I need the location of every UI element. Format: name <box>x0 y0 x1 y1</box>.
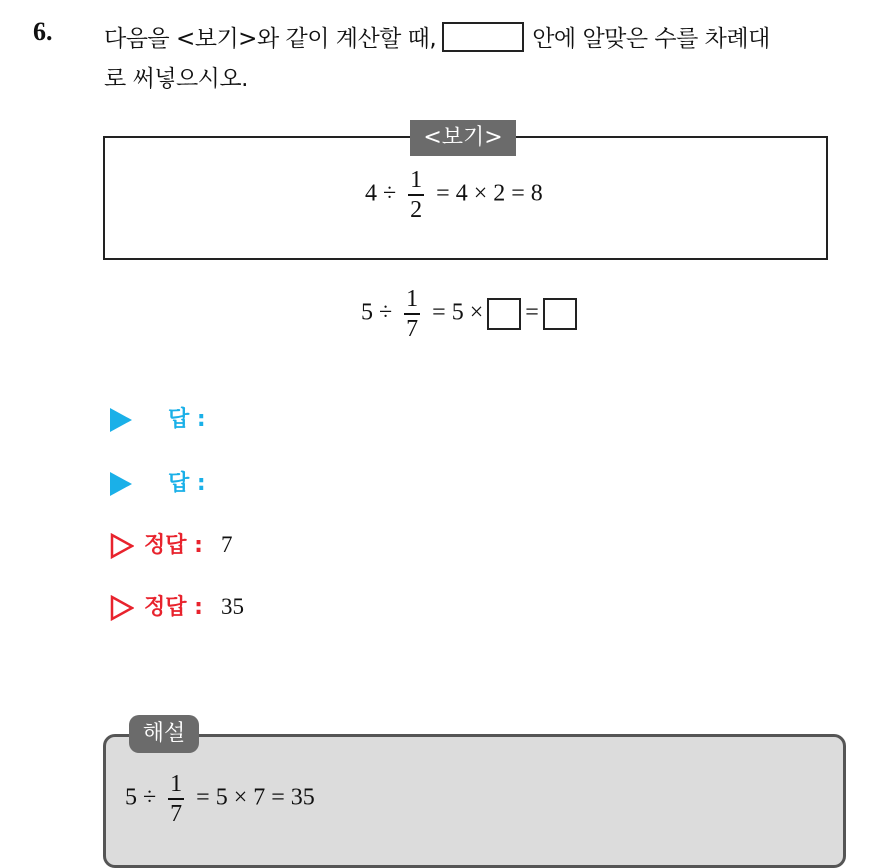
outline-triangle-icon <box>110 595 134 621</box>
problem-fraction-denominator: 7 <box>406 316 419 342</box>
solution-equation <box>125 770 315 828</box>
example-fraction-numerator: 1 <box>408 166 424 196</box>
example-fraction-denominator: 2 <box>410 197 423 223</box>
question-text-line2: 로 써넣으시오. <box>104 66 248 92</box>
problem-eq2: = <box>525 299 539 326</box>
example-result: = 4 × 2 = 8 <box>436 180 543 207</box>
question-text-line1 <box>104 20 770 53</box>
play-arrow-icon <box>110 472 132 496</box>
problem-equation <box>361 285 581 343</box>
correct-answer-label: 정답 : <box>144 595 203 620</box>
question-text-before: 다음을 <보기>와 같이 계산할 때, <box>104 26 437 52</box>
answer-slot-1[interactable] <box>110 402 206 433</box>
problem-whole: 5 <box>361 299 373 326</box>
answer-blank-1[interactable] <box>487 298 521 330</box>
solution-result: = 5 × 7 = 35 <box>196 784 315 811</box>
correct-answer-1 <box>110 528 232 559</box>
divide-sign: ÷ <box>383 180 397 207</box>
solution-label: 해설 <box>129 715 199 753</box>
example-equation <box>365 166 543 224</box>
correct-answer-label: 정답 : <box>144 533 203 558</box>
answer-slot-label: 답 : <box>168 471 206 496</box>
solution-fraction-numerator: 1 <box>168 770 184 800</box>
answer-slot-2[interactable] <box>110 466 206 497</box>
question-number: 6. <box>33 17 53 46</box>
answer-slot-label: 답 : <box>168 407 206 432</box>
problem-fraction <box>404 285 420 343</box>
divide-sign: ÷ <box>379 299 393 326</box>
example-fraction <box>408 166 424 224</box>
problem-eq1: = 5 × <box>432 299 484 326</box>
example-label: <보기> <box>410 120 516 156</box>
question-text-after: 안에 알맞은 수를 차례대 <box>532 26 770 52</box>
divide-sign: ÷ <box>143 784 157 811</box>
example-whole: 4 <box>365 180 377 207</box>
answer-blank-2[interactable] <box>543 298 577 330</box>
inline-blank-box <box>442 22 524 52</box>
correct-answer-2 <box>110 590 244 621</box>
play-arrow-icon <box>110 408 132 432</box>
problem-fraction-numerator: 1 <box>404 285 420 315</box>
correct-answer-value: 35 <box>220 594 244 619</box>
solution-fraction <box>168 770 184 828</box>
solution-fraction-denominator: 7 <box>170 801 183 827</box>
solution-whole: 5 <box>125 784 137 811</box>
correct-answer-value: 7 <box>220 532 233 557</box>
outline-triangle-icon <box>110 533 134 559</box>
